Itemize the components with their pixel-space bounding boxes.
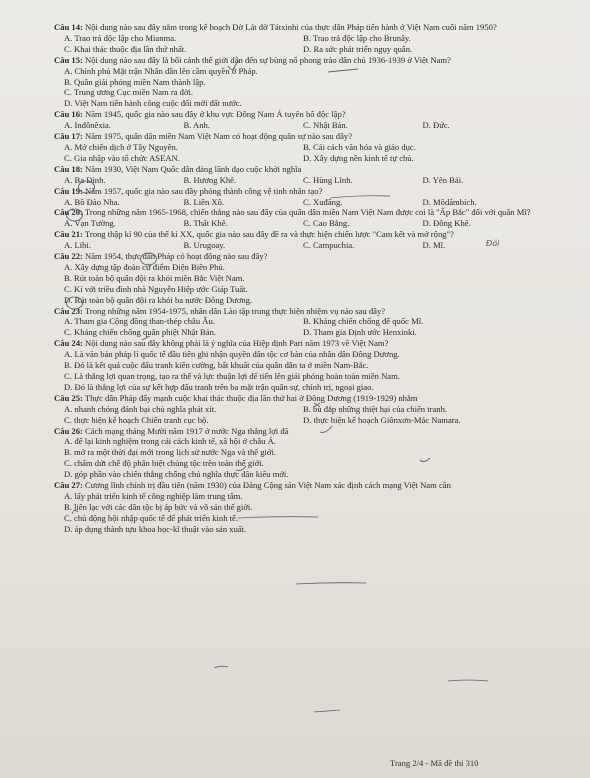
question-number: Câu 23: [54, 305, 83, 316]
answer-option: A. Xây dựng tập đoàn cứ điểm Điện Biên Phủ. [64, 261, 225, 272]
question-block [54, 426, 532, 481]
question-stem: Câu 21: Trong thập kỉ 90 của thế kỉ XX, quốc gia nào sau đây đề ra và thực hiện chiến lược "Cam kết và mở rộng"? [54, 229, 454, 240]
question-number: Câu 24: [54, 338, 83, 349]
question-stem: Câu 20: Trong những năm 1965-1968, chiến thắng nào sau đây của quân dân miền Nam Việt Nam được coi là "Ấp Bắc" đối với quân Mĩ? [54, 207, 531, 218]
question-stem: Câu 25: Thực dân Pháp đẩy mạnh cuộc khai thác thuộc địa lần thứ hai ở Đông Dương (1919-1929) nhằm [54, 392, 418, 403]
answer-options [54, 33, 532, 55]
answer-option: C. Là thắng lợi quan trọng, tạo ra thế và lực thuận lợi để tiến lên giải phóng hoàn toàn miền Nam. [64, 371, 400, 381]
question-stem: Câu 26: Cách mạng tháng Mười năm 1917 ở nước Nga thắng lợi đã [54, 425, 289, 436]
question-number: Câu 25: [54, 392, 83, 403]
answer-option: C. Hùng Lĩnh. [303, 174, 353, 185]
question-block [54, 306, 532, 339]
answer-option: D. Ra sức phát triển ngụy quân. [303, 43, 413, 54]
answer-option: C. thực hiện kế hoạch Chiến tranh cục bộ. [64, 414, 209, 425]
question-block [54, 251, 532, 306]
answer-option: B. Hương Khê. [183, 174, 237, 185]
answer-option: A. Bồ Đào Nha. [64, 196, 120, 207]
answer-options [54, 262, 532, 306]
answer-option: D. Xây dựng nền kinh tế tự chủ. [303, 152, 414, 163]
answer-option: A. Ba Đình. [64, 174, 106, 185]
answer-option: A. Libi. [64, 240, 91, 251]
question-stem: Câu 15: Nội dung nào sau đây là bối cảnh thế giới dẫn đến sự bùng nổ phong trào dân chủ 1936-1939 ở Việt Nam? [54, 54, 451, 65]
question-block [54, 393, 532, 426]
answer-option: B. Kháng chiến chống đế quốc Mĩ. [303, 316, 424, 327]
question-number: Câu 22: [54, 251, 83, 262]
answer-options [54, 491, 532, 535]
answer-option: C. Xuđăng. [303, 196, 343, 207]
question-block [54, 109, 532, 131]
answer-option: B. Rút toàn bộ quân đội ra khỏi miền Bắc Việt Nam. [64, 272, 245, 283]
question-stem: Câu 24: Nội dung nào sau đây không phải là ý nghĩa của Hiệp định Pari năm 1973 về Việt Nam? [54, 338, 389, 349]
answer-option: B. Liên Xô. [183, 196, 225, 207]
answer-option: B. Đó là kết quả cuộc đấu tranh kiên cường, bất khuất của quân dân ta ở miền Nam-Bắc. [64, 360, 369, 371]
answer-option: D. Yên Bái. [422, 174, 464, 185]
answer-option: C. chấm dứt chế độ phân biệt chủng tộc trên toàn thế giới. [64, 458, 264, 469]
question-block [54, 186, 532, 208]
question-number: Câu 20: [54, 207, 83, 218]
question-block [54, 131, 532, 164]
answer-option: A. Vạn Tường. [64, 218, 116, 229]
question-stem: Câu 19: Năm 1957, quốc gia nào sau đây phóng thành công vệ tinh nhân tạo? [54, 185, 323, 196]
answer-option: B. Anh. [183, 120, 211, 131]
answer-option: A. Inđônêxia. [64, 120, 112, 131]
answer-option: A. Là văn bản pháp lí quốc tế đầu tiên ghi nhận quyền dân tộc cơ bản của nhân dân Đông Dương. [64, 349, 400, 360]
question-block [54, 207, 532, 229]
answer-options [54, 66, 532, 110]
question-number: Câu 16: [54, 109, 83, 120]
answer-option: D. Mĩ. [422, 240, 446, 251]
q25-underline [296, 583, 366, 584]
question-number: Câu 27: [54, 480, 83, 491]
answer-option: B. liên lạc với các dân tộc bị áp bức và vô sản thế giới. [64, 501, 253, 512]
question-stem: Câu 27: Cương lĩnh chính trị đầu tiên (năm 1930) của Đảng Cộng sản Việt Nam xác định cách mạng Việt Nam cần [54, 480, 451, 491]
answer-option: D. Môdămbích. [422, 196, 477, 207]
answer-option: D. góp phần vào chiến thắng chống chủ nghĩa thực dân kiểu mới. [64, 469, 289, 480]
answer-option: C. Nhật Bản. [303, 120, 348, 131]
q27-underline [448, 680, 488, 681]
question-number: Câu 15: [54, 54, 83, 65]
question-list [54, 22, 532, 535]
answer-option: A. Chính phủ Mặt trận Nhân dân lên cầm quyền ở Pháp. [64, 65, 258, 76]
question-stem: Câu 17: Năm 1975, quân dân miền Nam Việt Nam có hoạt động quân sự nào sau đây? [54, 131, 353, 142]
answer-options [54, 142, 532, 164]
answer-option: C. Gia nhập vào tổ chức ASEAN. [64, 152, 180, 163]
answer-option: A. lấy phát triển kinh tế công nghiệp làm trung tâm. [64, 490, 243, 501]
answer-option: A. Mở chiến dịch ở Tây Nguyên. [64, 141, 178, 152]
question-number: Câu 17: [54, 131, 83, 142]
answer-option: B. Trao trả độc lập cho Brunây. [303, 32, 411, 43]
question-stem: Câu 18: Năm 1930, Việt Nam Quốc dân đảng lãnh đạo cuộc khởi nghĩa [54, 163, 302, 174]
question-block [54, 229, 532, 251]
question-block [54, 480, 532, 535]
answer-option: C. Trung ương Cục miền Nam ra đời. [64, 87, 194, 98]
answer-option: C. Kháng chiến chống quân phiệt Nhật Bản. [64, 327, 217, 338]
answer-option: D. áp dụng thành tựu khoa học-kĩ thuật vào sản xuất. [64, 523, 247, 534]
answer-option: C. Campuchia. [303, 240, 355, 251]
answer-option: B. Thất Khê. [183, 218, 228, 229]
answer-options [54, 218, 532, 229]
answer-option: A. để lại kinh nghiệm trong cải cách kinh tế, xã hội ở châu Á. [64, 436, 276, 447]
answer-option: D. Đông Khê. [422, 218, 471, 229]
answer-option: D. Tham gia Định ước Henxinki. [303, 327, 417, 338]
answer-option: B. Urugoay. [183, 240, 226, 251]
question-stem: Câu 23: Trong những năm 1954-1975, nhân dân Lào tập trung thực hiện nhiệm vụ nào sau đây? [54, 305, 386, 316]
answer-option: B. bù đắp những thiệt hại của chiến tranh. [303, 403, 448, 414]
q27-dash [314, 710, 340, 712]
answer-options [54, 316, 532, 338]
answer-option: B. Quân giải phóng miền Nam thành lập. [64, 76, 206, 87]
answer-option: C. Khai thác thuộc địa lần thứ nhất. [64, 43, 187, 54]
question-stem: Câu 22: Năm 1954, thực dân Pháp có hoạt động nào sau đây? [54, 251, 268, 262]
answer-option: C. Cao Bằng. [303, 218, 350, 229]
answer-option: C. chủ động hội nhập quốc tế để phát triển kinh tế. [64, 512, 238, 523]
question-block [54, 164, 532, 186]
question-stem: Câu 16: Năm 1945, quốc gia nào sau đây ở khu vực Đông Nam Á tuyên bố độc lập? [54, 109, 346, 120]
page-footer: Trang 2/4 - Mã đề thi 310 [390, 758, 479, 768]
answer-option: D. Đức. [422, 120, 450, 131]
answer-option: D. Đó là thắng lợi của sự kết hợp đấu tranh trên ba mặt trận quân sự, chính trị, ngoại giao. [64, 381, 374, 392]
answer-options [54, 120, 532, 131]
question-block [54, 22, 532, 55]
answer-options [54, 436, 532, 480]
answer-options [54, 240, 532, 251]
q18-handwritten-note: Đỏi [486, 239, 500, 248]
answer-option: A. Trao trả độc lập cho Mianma. [64, 32, 177, 43]
answer-option: B. Cải cách văn hóa và giáo dục. [303, 141, 416, 152]
answer-option: D. Việt Nam tiến hành công cuộc đổi mới đất nước. [64, 98, 242, 109]
question-number: Câu 21: [54, 229, 83, 240]
answer-option: B. mở ra một thời đại mới trong lịch sử nước Nga và thế giới. [64, 447, 276, 458]
answer-option: A. Tham gia Cộng đồng than-thép châu Âu. [64, 316, 215, 327]
answer-options [54, 175, 532, 186]
question-number: Câu 26: [54, 425, 83, 436]
answer-options [54, 197, 532, 208]
answer-option: D. Rút toàn bộ quân đội ra khỏi ba nước Đông Dương. [64, 294, 253, 305]
answer-option: C. Kí với triều đình nhà Nguyễn Hiệp ước Giáp Tuất. [64, 283, 248, 294]
question-number: Câu 18: [54, 163, 83, 174]
question-number: Câu 14: [54, 22, 83, 32]
answer-option: D. thực hiện kế hoạch Giônxơn-Mác Namara. [303, 414, 461, 425]
answer-options [54, 349, 532, 393]
question-block [54, 55, 532, 110]
q26-mark [214, 666, 228, 668]
answer-option: A. nhanh chóng đánh bại chủ nghĩa phát xít. [64, 403, 217, 414]
question-number: Câu 19: [54, 185, 83, 196]
question-block [54, 338, 532, 393]
question-stem: Câu 14: Nội dung nào sau đây nằm trong kế hoạch Đờ Lát đờ Tátxinhi của thực dân Pháp tiến hành ở Việt Nam cuối năm 1950? [54, 22, 497, 32]
answer-options [54, 404, 532, 426]
